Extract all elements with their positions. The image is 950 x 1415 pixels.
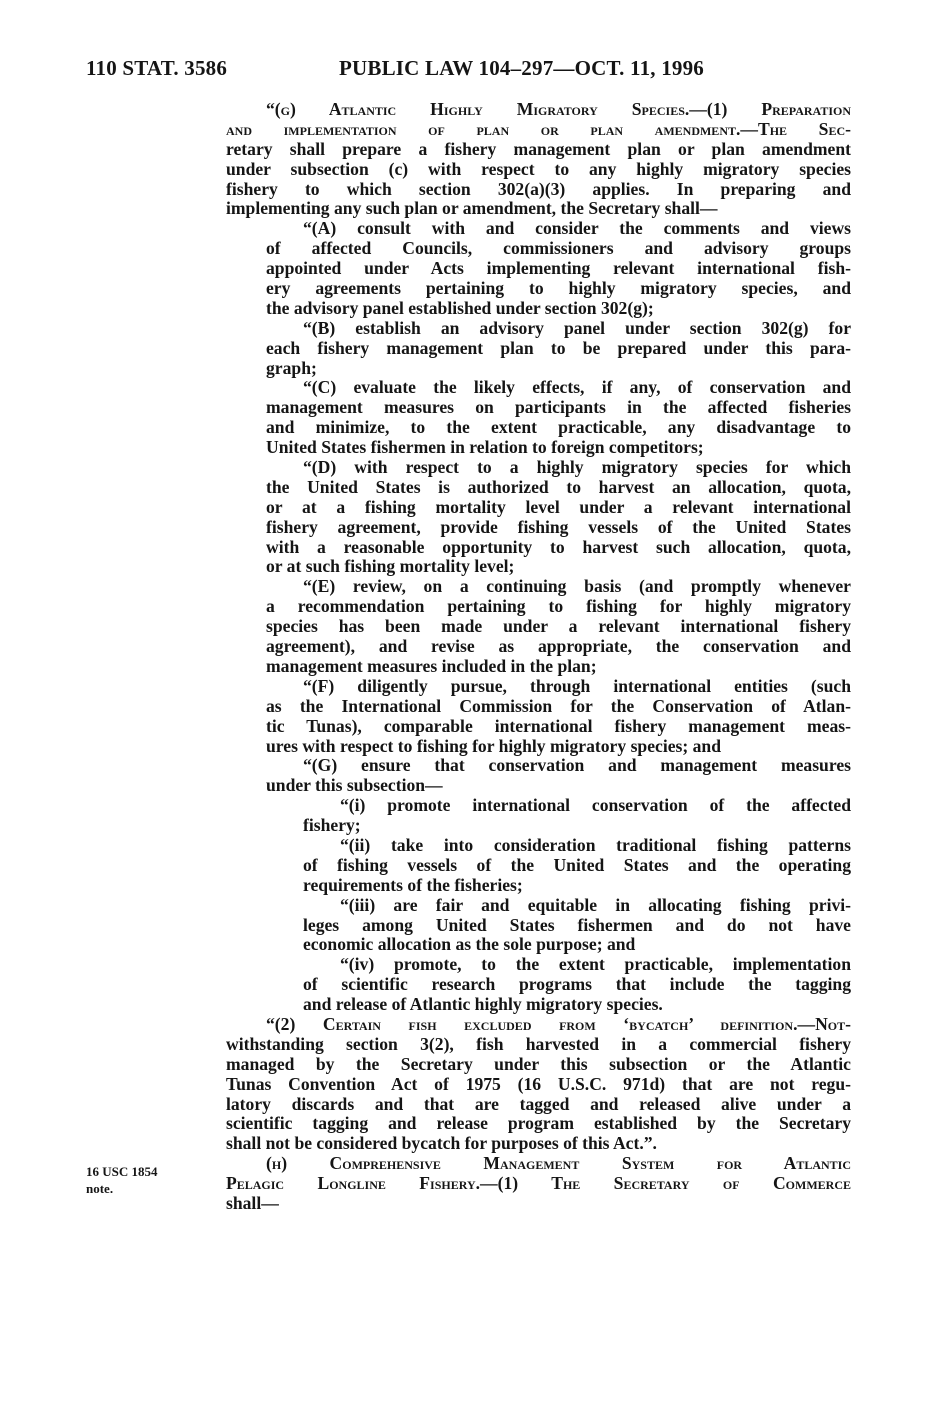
text-line: “(G) ensure that conservation and management measures bbox=[303, 755, 851, 776]
text-line: and implementation of plan or plan amendment.—The Sec- bbox=[226, 118, 851, 139]
text-line: of scientific research programs that include the tagging bbox=[303, 974, 851, 995]
text-line: United States fishermen in relation to foreign competitors; bbox=[266, 437, 704, 458]
text-line: of fishing vessels of the United States and the operating bbox=[303, 854, 851, 875]
text-line: and minimize, to the extent practicable, any disadvantage to bbox=[266, 417, 851, 438]
text-line: species has been made under a relevant international fishery bbox=[266, 616, 851, 637]
text-line: with a reasonable opportunity to harvest such allocation, quota, bbox=[266, 536, 851, 557]
text-line: as the International Commission for the Conservation of Atlan- bbox=[266, 695, 851, 716]
text-line: a recommendation pertaining to fishing for highly migratory bbox=[266, 596, 851, 617]
text-line: fishery agreement, provide fishing vessels of the United States bbox=[266, 516, 851, 537]
text-line: shall not be considered bycatch for purposes of this Act.”. bbox=[226, 1133, 657, 1154]
text-line: the advisory panel established under section 302(g); bbox=[266, 297, 654, 318]
text-line: (h) Comprehensive Management System for Atlantic bbox=[266, 1153, 851, 1174]
text-line: “(i) promote international conservation of the affected bbox=[340, 795, 851, 816]
page-stat-citation: 110 STAT. 3586 bbox=[86, 56, 228, 80]
text-line: “(B) establish an advisory panel under section 302(g) for bbox=[303, 317, 851, 338]
text-line: retary shall prepare a fishery management plan or plan amendment bbox=[226, 138, 851, 159]
text-line: appointed under Acts implementing relevant international fish- bbox=[266, 258, 851, 279]
text-line: “(iv) promote, to the extent practicable, implementation bbox=[340, 954, 851, 975]
text-line: managed by the Secretary under this subsection or the Atlantic bbox=[226, 1053, 851, 1074]
text-line: economic allocation as the sole purpose; and bbox=[303, 934, 636, 955]
text-line: “(F) diligently pursue, through international entities (such bbox=[303, 675, 851, 696]
text-line: “(D) with respect to a highly migratory species for which bbox=[303, 457, 851, 478]
text-line: under this subsection— bbox=[266, 775, 443, 796]
text-line: ery agreements pertaining to highly migratory species, and bbox=[266, 278, 851, 299]
text-line: Pelagic Longline Fishery.—(1) The Secretary of Commerce bbox=[226, 1173, 851, 1194]
page-running-header: PUBLIC LAW 104–297—OCT. 11, 1996 bbox=[339, 56, 704, 80]
text-line: “(g) Atlantic Highly Migratory Species.—(1) Preparation bbox=[266, 99, 851, 119]
text-line: fishery; bbox=[303, 815, 361, 836]
text-line: each fishery management plan to be prepared under this para- bbox=[266, 337, 851, 358]
text-line: agreement), and revise as appropriate, the conservation and bbox=[266, 636, 851, 657]
text-line: shall— bbox=[226, 1192, 279, 1213]
text-line: and release of Atlantic highly migratory species. bbox=[303, 994, 663, 1015]
text-line: or at such fishing mortality level; bbox=[266, 556, 515, 577]
text-line: requirements of the fisheries; bbox=[303, 874, 523, 895]
text-line: under subsection (c) with respect to any highly migratory species bbox=[226, 158, 851, 179]
margin-note-line: 16 USC 1854 bbox=[86, 1164, 158, 1179]
text-line: ures with respect to fishing for highly migratory species; and bbox=[266, 735, 721, 756]
text-line: the United States is authorized to harvest an allocation, quota, bbox=[266, 476, 851, 497]
text-line: “(ii) take into consideration traditional fishing patterns bbox=[340, 834, 851, 855]
text-line: “(iii) are fair and equitable in allocating fishing privi- bbox=[340, 894, 851, 915]
text-line: scientific tagging and release program established by the Secretary bbox=[226, 1113, 851, 1134]
text-line: management measures on participants in the affected fisheries bbox=[266, 397, 851, 418]
text-line: “(E) review, on a continuing basis (and promptly whenever bbox=[303, 576, 851, 597]
text-line: “(A) consult with and consider the comments and views bbox=[303, 218, 851, 239]
text-line: management measures included in the plan; bbox=[266, 655, 597, 676]
margin-note bbox=[86, 1163, 158, 1197]
text-line: implementing any such plan or amendment, the Secretary shall— bbox=[226, 198, 718, 219]
text-line: of affected Councils, commissioners and advisory groups bbox=[266, 238, 851, 259]
text-line: withstanding section 3(2), fish harvested in a commercial fishery bbox=[226, 1033, 851, 1054]
text-line: “(C) evaluate the likely effects, if any, of conservation and bbox=[303, 377, 851, 398]
text-line: tic Tunas), comparable international fishery management meas- bbox=[266, 715, 851, 736]
text-line: “(2) Certain fish excluded from ‘bycatch’ definition.—Not- bbox=[266, 1013, 851, 1034]
text-line: Tunas Convention Act of 1975 (16 U.S.C. 971d) that are not regu- bbox=[226, 1073, 851, 1094]
text-line: latory discards and that are tagged and released alive under a bbox=[226, 1093, 851, 1114]
text-line: graph; bbox=[266, 357, 317, 378]
text-line: or at a fishing mortality level under a relevant international bbox=[266, 496, 851, 517]
statute-text bbox=[226, 100, 851, 1214]
margin-note-line: note. bbox=[86, 1181, 114, 1196]
text-line: fishery to which section 302(a)(3) applies. In preparing and bbox=[226, 178, 851, 199]
text-line: leges among United States fishermen and do not have bbox=[303, 914, 851, 935]
